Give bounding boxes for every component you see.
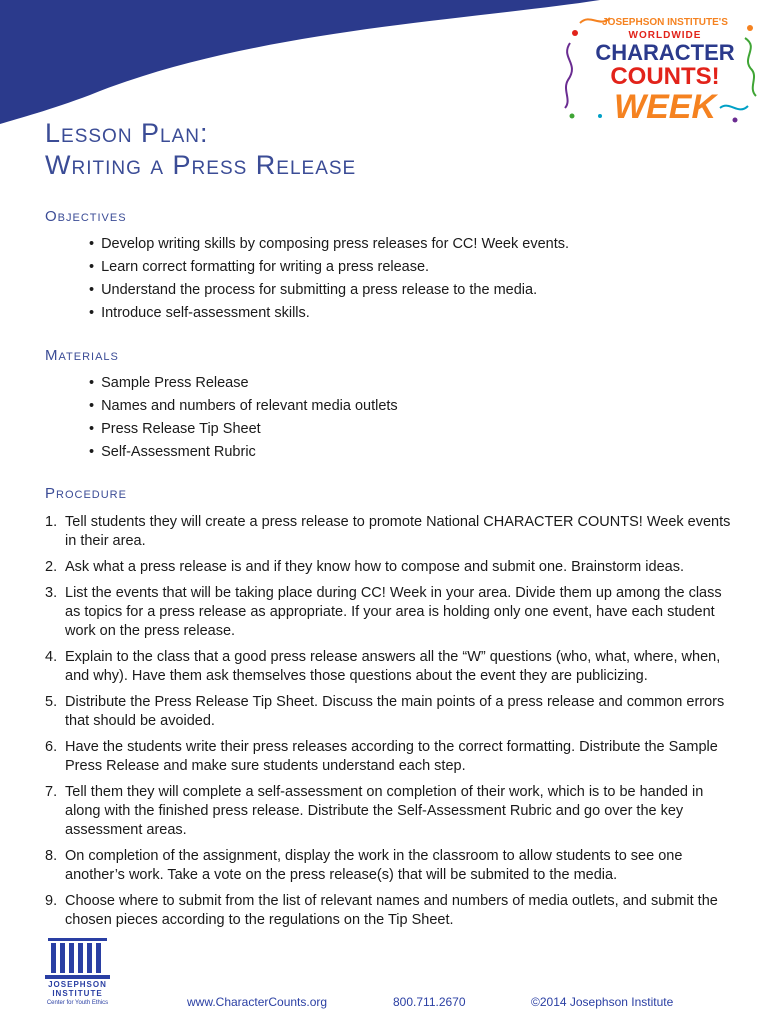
list-item: • Names and numbers of relevant media outlets	[89, 395, 398, 418]
objectives-list	[89, 233, 569, 325]
footer-website-link[interactable]: www.CharacterCounts.org	[187, 995, 328, 1009]
procedure-step	[45, 738, 735, 776]
step-text: Have the students write their press releases according to the correct formatting. Distribute the Sample Press Release and make sure students understand each step.	[65, 739, 718, 774]
list-item: • Press Release Tip Sheet	[89, 418, 398, 441]
procedure-step	[45, 847, 735, 885]
logo-counts: COUNTS!	[610, 63, 720, 90]
step-number: 7.	[45, 784, 58, 800]
step-text: List the events that will be taking place during CC! Week in your area. Divide them up among the class as topics for a press release as appropriate. If your area is holding only one event, have each student work on the press release.	[65, 585, 722, 639]
character-counts-week-logo	[560, 8, 760, 126]
list-item: • Sample Press Release	[89, 372, 398, 395]
procedure-step	[45, 783, 735, 840]
step-text: Choose where to submit from the list of relevant names and numbers of media outlets, and submit the chosen pieces according to the regulations on the Tip Sheet.	[65, 893, 718, 928]
step-text: Tell them they will complete a self-assessment on completion of their work, which is to be handed in along with the finished press release. Distribute the Self-Assessment Rubric and go over the key assessment areas.	[65, 784, 704, 838]
step-number: 4.	[45, 649, 58, 665]
list-item: • Understand the process for submitting a press release to the media.	[89, 279, 569, 302]
step-number: 8.	[45, 848, 58, 864]
title-line-1: Lesson Plan:	[45, 118, 209, 148]
materials-list	[89, 372, 398, 464]
step-number: 3.	[45, 585, 58, 601]
josephson-institute-logo	[40, 938, 115, 1013]
step-number: 1.	[45, 514, 58, 530]
procedure-step	[45, 513, 735, 551]
page-title	[45, 117, 356, 181]
objectives-heading: Objectives	[45, 208, 127, 225]
step-number: 5.	[45, 694, 58, 710]
logo-worldwide: WORLDWIDE	[628, 30, 702, 41]
step-text: Distribute the Press Release Tip Sheet. Discuss the main points of a press release and common errors that should be avoided.	[65, 694, 725, 729]
procedure-step	[45, 892, 735, 930]
materials-heading: Materials	[45, 347, 119, 364]
step-text: Tell students they will create a press release to promote National CHARACTER COUNTS! Week events in their area.	[65, 514, 731, 549]
step-number: 2.	[45, 559, 58, 575]
procedure-step	[45, 558, 735, 577]
list-item: • Introduce self-assessment skills.	[89, 302, 569, 325]
list-item: • Develop writing skills by composing press releases for CC! Week events.	[89, 233, 569, 256]
step-text: Ask what a press release is and if they know how to compose and submit one. Brainstorm ideas.	[65, 559, 684, 575]
step-text: Explain to the class that a good press release answers all the “W” questions (who, what, where, when, and why). Have them ask themselves those questions about the event they are publicizing.	[65, 649, 721, 684]
procedure-list	[45, 513, 735, 937]
logo-character: CHARACTER	[595, 40, 735, 65]
procedure-step	[45, 693, 735, 731]
footer-phone: 800.711.2670	[393, 995, 466, 1009]
step-number: 9.	[45, 893, 58, 909]
list-item: • Learn correct formatting for writing a press release.	[89, 256, 569, 279]
columns-icon	[40, 938, 115, 980]
logo-top-line: JOSEPHSON INSTITUTE'S	[602, 17, 728, 28]
step-number: 6.	[45, 739, 58, 755]
procedure-step	[45, 648, 735, 686]
title-line-2: Writing a Press Release	[45, 150, 357, 180]
procedure-step	[45, 584, 735, 641]
list-item: • Self-Assessment Rubric	[89, 441, 398, 464]
logo-week: WEEK	[614, 88, 716, 126]
procedure-heading: Procedure	[45, 485, 127, 502]
step-text: On completion of the assignment, display the work in the classroom to allow students to see one another’s work. Take a vote on the press release(s) that will be submited to the media.	[65, 848, 683, 883]
footer-brand-sub: Center for Youth Ethics	[46, 1000, 109, 1006]
footer-copyright: ©2014 Josephson Institute	[531, 995, 674, 1009]
footer-brand: JOSEPHSON INSTITUTE	[48, 980, 107, 998]
